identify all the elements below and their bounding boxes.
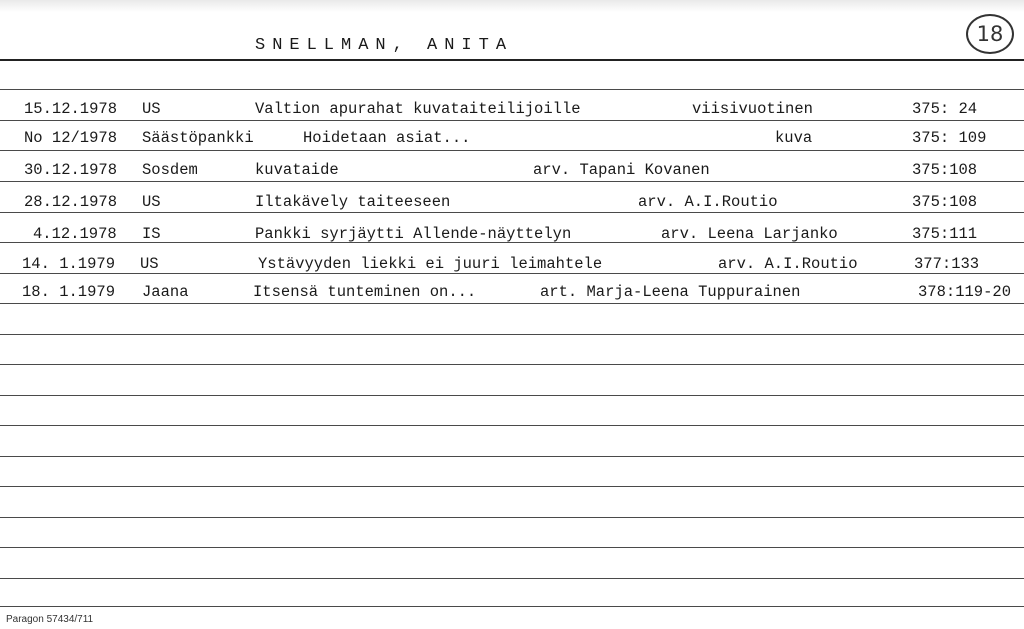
- entry-note: arv. Leena Larjanko: [661, 225, 838, 243]
- entry-date: 4.12.1978: [33, 225, 117, 243]
- entry-title: Ystävyyden liekki ei juuri leimahtele: [258, 255, 603, 273]
- entry-note: kuva: [775, 129, 813, 147]
- card-print-code: Paragon 57434/711: [6, 614, 94, 625]
- entry-title: Valtion apurahat kuvataiteilijoille: [255, 100, 581, 118]
- header-rule: [0, 59, 1024, 61]
- entry-date: 28.12.1978: [24, 193, 118, 211]
- list-item: [0, 159, 1024, 181]
- card-number-circle: 18: [966, 14, 1014, 54]
- card-name-header: SNELLMAN, ANITA: [255, 36, 514, 55]
- entry-date: No 12/1978: [24, 129, 118, 147]
- ruled-line: [0, 395, 1024, 396]
- entry-ref: 375:111: [912, 225, 978, 243]
- entry-title: Pankki syrjäytti Allende-näyttelyn: [255, 225, 572, 243]
- entry-ref: 375:108: [912, 161, 978, 179]
- ruled-line: [0, 89, 1024, 90]
- entry-ref: 377:133: [914, 255, 980, 273]
- entry-ref: 375: 109: [912, 129, 987, 147]
- entry-note: arv. A.I.Routio: [638, 193, 778, 211]
- entry-source: US: [142, 100, 161, 118]
- entry-date: 14. 1.1979: [22, 255, 116, 273]
- list-item: [0, 281, 1024, 303]
- ruled-line: [0, 181, 1024, 182]
- entry-source: US: [142, 193, 161, 211]
- entry-ref: 375: 24: [912, 100, 978, 118]
- list-item: [0, 127, 1024, 149]
- card-top-edge: [0, 0, 1024, 12]
- ruled-line: [0, 578, 1024, 579]
- ruled-line: [0, 486, 1024, 487]
- entry-source: Säästöpankki: [142, 129, 254, 147]
- ruled-line: [0, 517, 1024, 518]
- entry-title: Iltakävely taiteeseen: [255, 193, 451, 211]
- list-item: [0, 253, 1024, 275]
- entry-source: IS: [142, 225, 161, 243]
- ruled-line: [0, 456, 1024, 457]
- ruled-line: [0, 120, 1024, 121]
- entry-note: viisivuotinen: [692, 100, 813, 118]
- list-item: [0, 191, 1024, 213]
- entry-note: art. Marja-Leena Tuppurainen: [540, 283, 801, 301]
- ruled-line: [0, 303, 1024, 304]
- entry-note: arv. Tapani Kovanen: [533, 161, 710, 179]
- entry-ref: 378:119-20: [918, 283, 1012, 301]
- ruled-line: [0, 150, 1024, 151]
- ruled-line: [0, 334, 1024, 335]
- list-item: [0, 98, 1024, 120]
- entry-title: Hoidetaan asiat...: [303, 129, 471, 147]
- ruled-line: [0, 364, 1024, 365]
- entry-date: 30.12.1978: [24, 161, 118, 179]
- entry-date: 18. 1.1979: [22, 283, 116, 301]
- ruled-line: [0, 606, 1024, 607]
- entry-title: kuvataide: [255, 161, 339, 179]
- ruled-line: [0, 547, 1024, 548]
- entry-ref: 375:108: [912, 193, 978, 211]
- entry-title: Itsensä tunteminen on...: [253, 283, 477, 301]
- entry-date: 15.12.1978: [24, 100, 118, 118]
- entry-source: Sosdem: [142, 161, 198, 179]
- entry-source: US: [140, 255, 159, 273]
- entry-source: Jaana: [142, 283, 189, 301]
- ruled-line: [0, 425, 1024, 426]
- entry-note: arv. A.I.Routio: [718, 255, 858, 273]
- list-item: [0, 223, 1024, 245]
